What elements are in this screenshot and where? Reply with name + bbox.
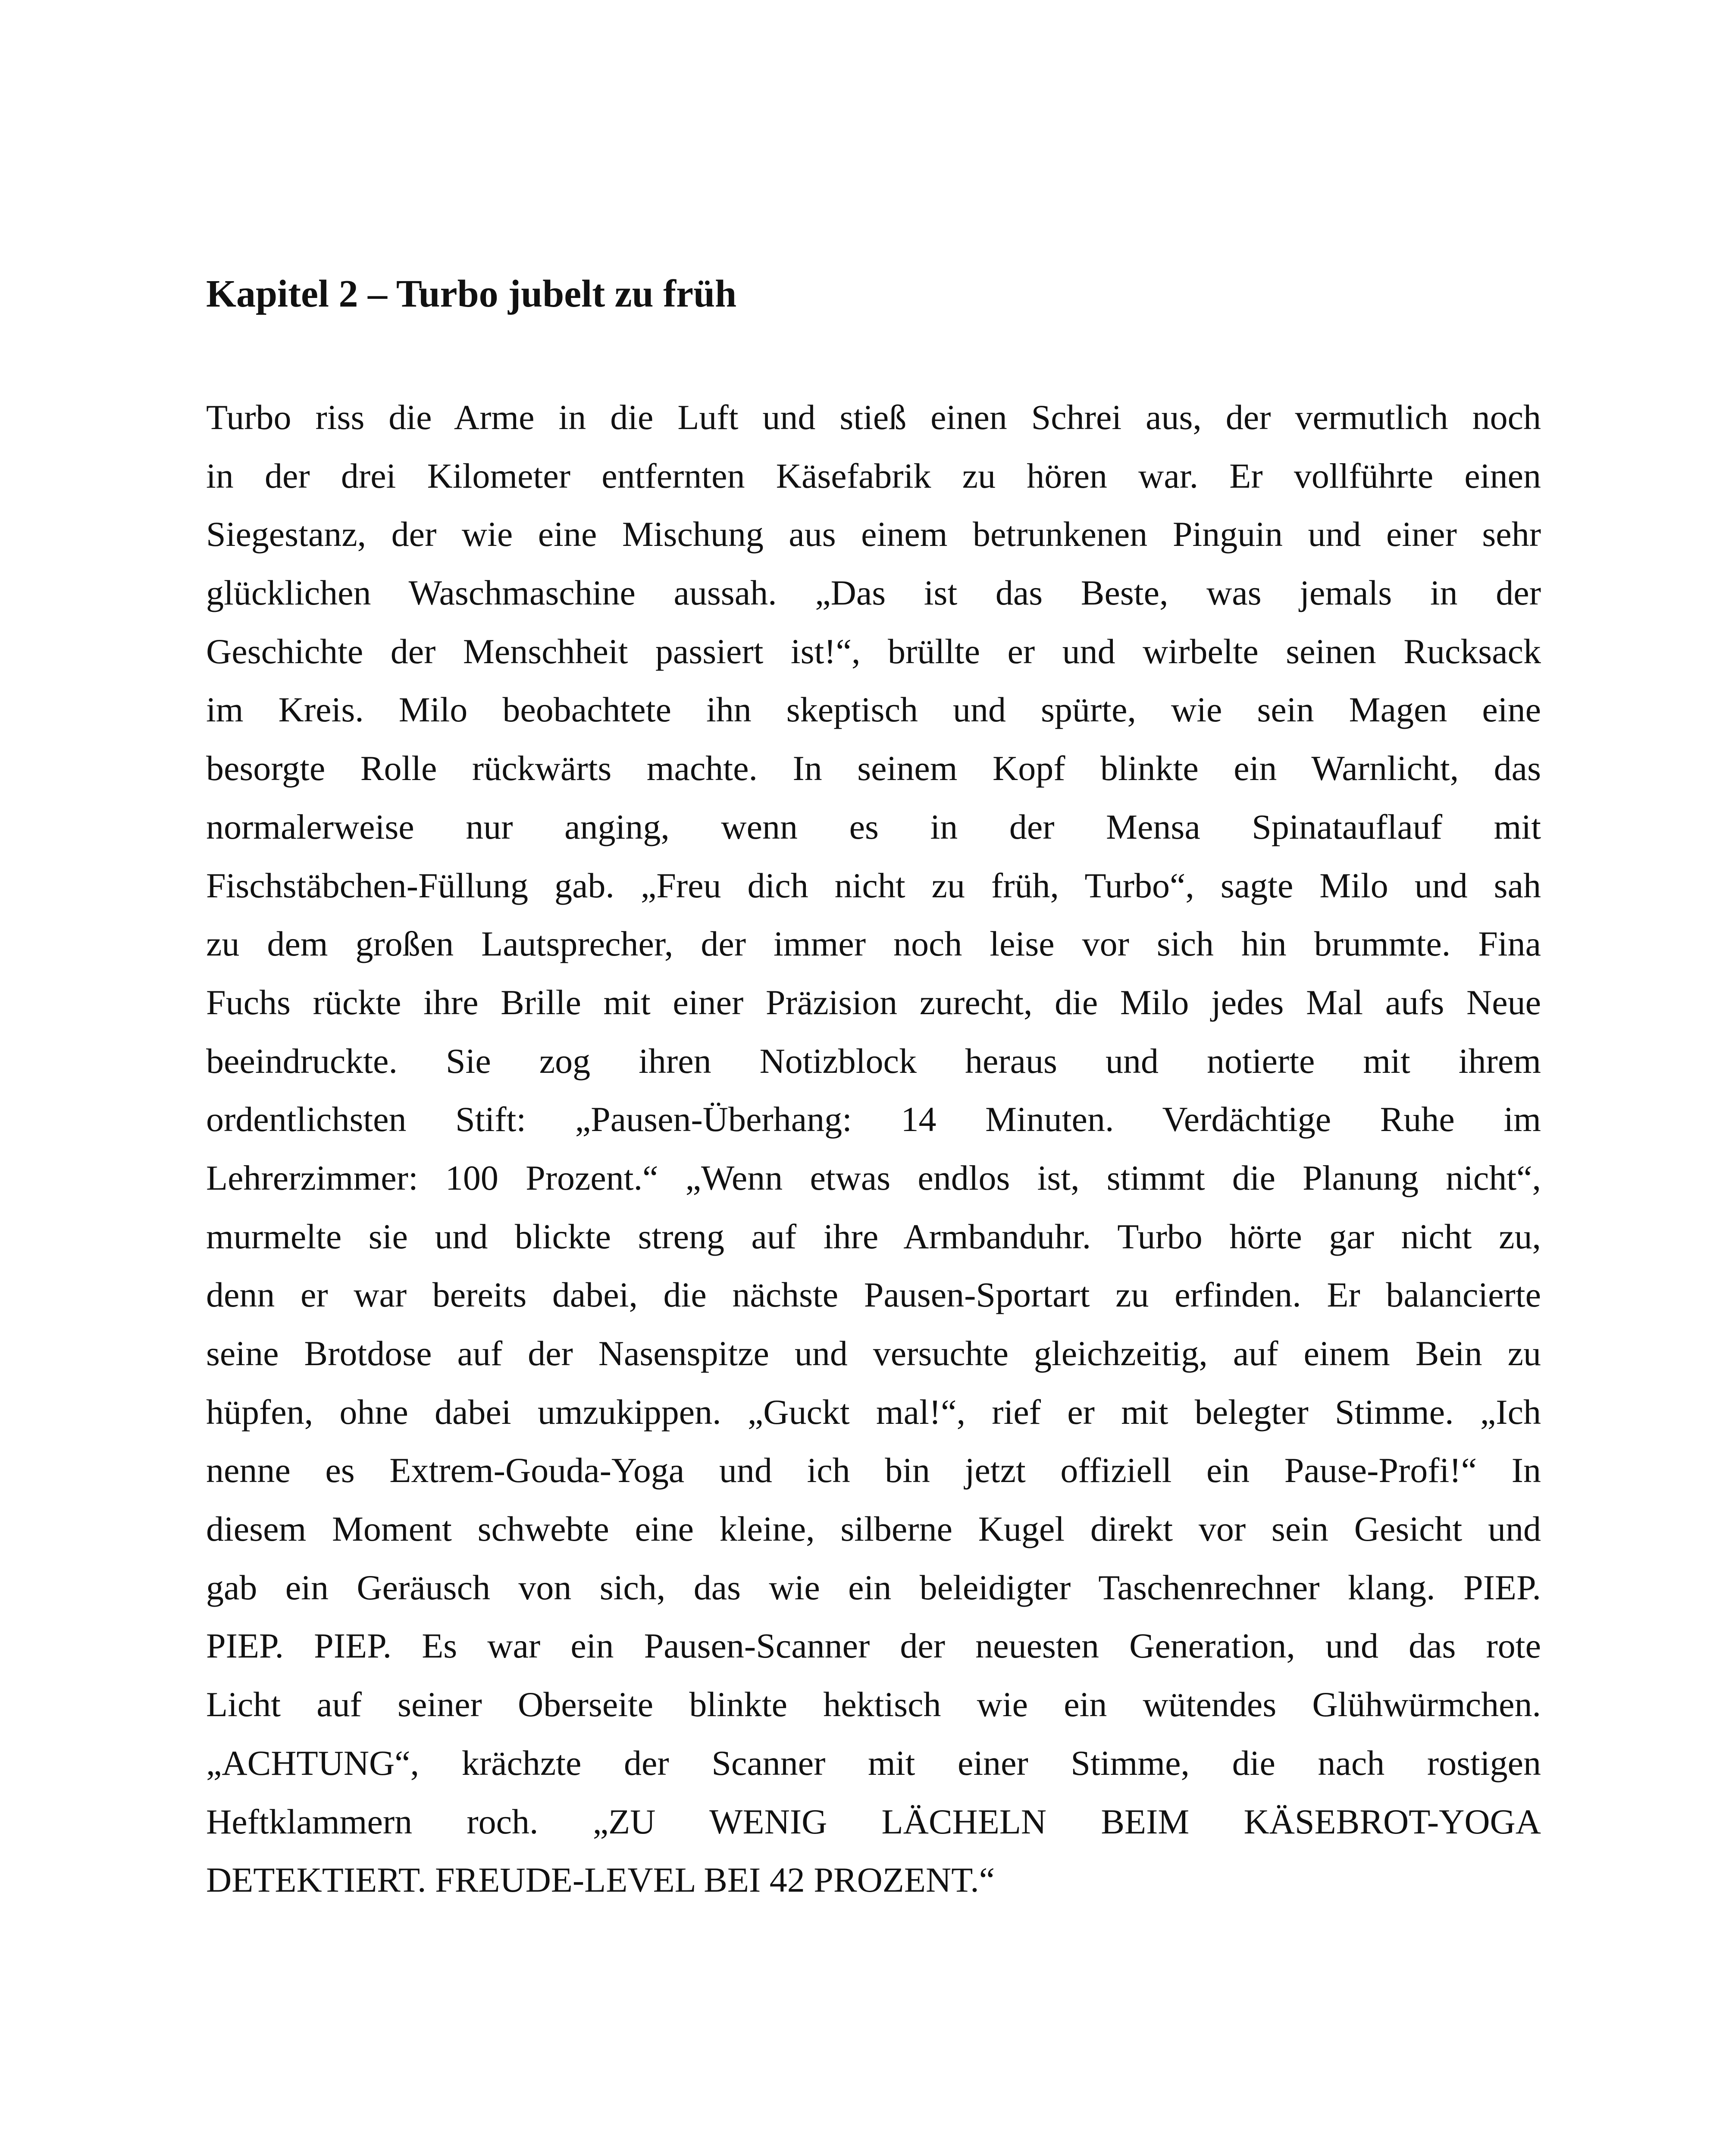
text-line: Turbo riss die Arme in die Luft und stieß einen Schrei aus, der vermutlich noch — [206, 398, 1541, 437]
text-line: murmelte sie und blickte streng auf ihre Armbanduhr. Turbo hörte gar nicht zu, — [206, 1216, 1541, 1256]
text-line: in der drei Kilometer entfernten Käsefabrik zu hören war. Er vollführte einen — [206, 456, 1541, 495]
text-line: diesem Moment schwebte eine kleine, silberne Kugel direkt vor sein Gesicht und — [206, 1509, 1541, 1549]
text-line: seine Brotdose auf der Nasenspitze und versuchte gleichzeitig, auf einem Bein zu — [206, 1334, 1541, 1373]
text-line: „ACHTUNG“, krächzte der Scanner mit einer Stimme, die nach rostigen — [206, 1743, 1541, 1783]
text-line: Geschichte der Menschheit passiert ist!“, brüllte er und wirbelte seinen Rucksack — [206, 631, 1541, 671]
text-line: gab ein Geräusch von sich, das wie ein beleidigter Taschenrechner klang. PIEP. — [206, 1567, 1541, 1607]
text-line: PIEP. PIEP. Es war ein Pausen-Scanner der neuesten Generation, und das rote — [206, 1626, 1541, 1666]
text-line: nenne es Extrem-Gouda-Yoga und ich bin jetzt offiziell ein Pause-Profi!“ In — [206, 1451, 1541, 1490]
text-line: Licht auf seiner Oberseite blinkte hektisch wie ein wütendes Glühwürmchen. — [206, 1685, 1541, 1724]
story-paragraph — [206, 388, 1541, 1909]
text-line: Fischstäbchen-Füllung gab. „Freu dich nicht zu früh, Turbo“, sagte Milo und sah — [206, 865, 1541, 905]
text-line: Lehrerzimmer: 100 Prozent.“ „Wenn etwas endlos ist, stimmt die Planung nicht“, — [206, 1158, 1541, 1197]
text-line: glücklichen Waschmaschine aussah. „Das ist das Beste, was jemals in der — [206, 573, 1541, 613]
chapter-title: Kapitel 2 – Turbo jubelt zu früh — [206, 273, 737, 315]
text-line: normalerweise nur anging, wenn es in der Mensa Spinatauflauf mit — [206, 807, 1541, 846]
text-line: Heftklammern roch. „ZU WENIG LÄCHELN BEIM KÄSEBROT-YOGA — [206, 1802, 1541, 1841]
text-line: besorgte Rolle rückwärts machte. In seinem Kopf blinkte ein Warnlicht, das — [206, 749, 1541, 788]
text-line: zu dem großen Lautsprecher, der immer noch leise vor sich hin brummte. Fina — [206, 924, 1541, 964]
text-line: beeindruckte. Sie zog ihren Notizblock heraus und notierte mit ihrem — [206, 1041, 1541, 1081]
text-line: Siegestanz, der wie eine Mischung aus einem betrunkenen Pinguin und einer sehr — [206, 514, 1541, 554]
text-line: Fuchs rückte ihre Brille mit einer Präzision zurecht, die Milo jedes Mal aufs Neue — [206, 982, 1541, 1022]
text-line: hüpfen, ohne dabei umzukippen. „Guckt mal!“, rief er mit belegter Stimme. „Ich — [206, 1392, 1541, 1432]
text-line: ordentlichsten Stift: „Pausen-Überhang: 14 Minuten. Verdächtige Ruhe im — [206, 1100, 1541, 1139]
text-line: denn er war bereits dabei, die nächste Pausen-Sportart zu erfinden. Er balancierte — [206, 1275, 1541, 1315]
text-line: im Kreis. Milo beobachtete ihn skeptisch und spürte, wie sein Magen eine — [206, 690, 1541, 730]
text-line: DETEKTIERT. FREUDE-LEVEL BEI 42 PROZENT.“ — [206, 1860, 995, 1900]
